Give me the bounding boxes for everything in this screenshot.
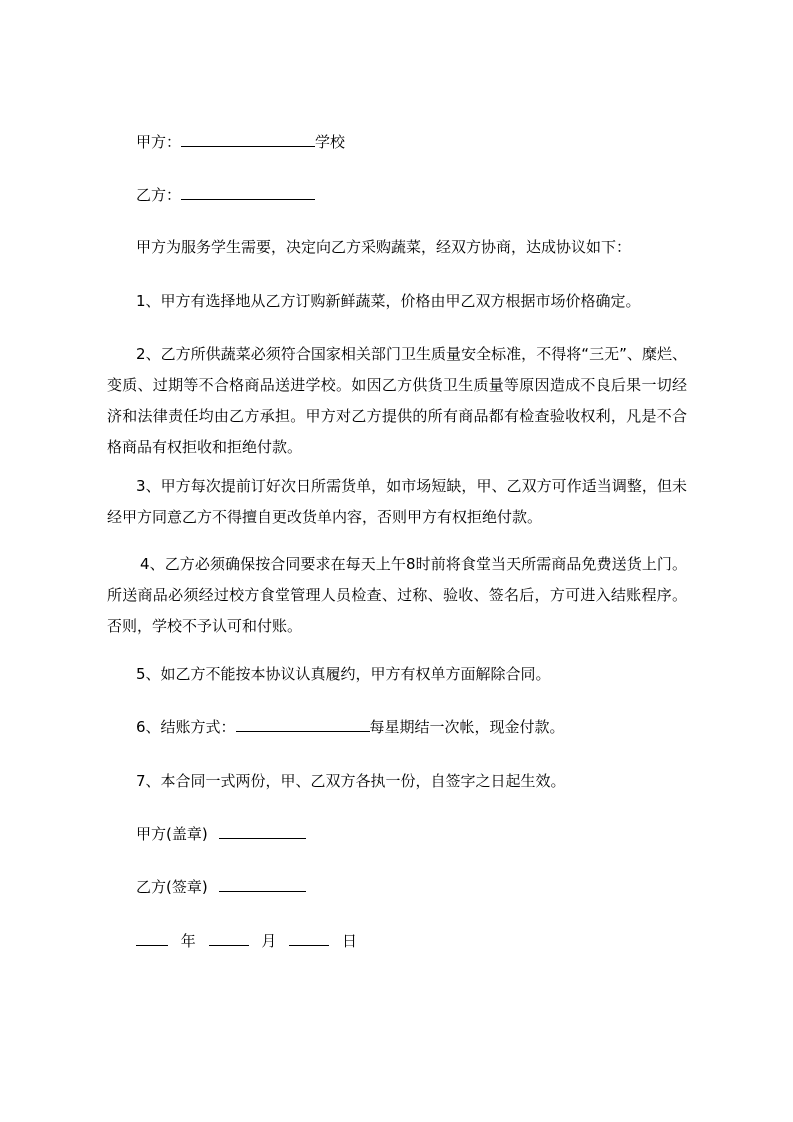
sign-b-line bbox=[136, 877, 306, 897]
party-a-line bbox=[136, 132, 345, 152]
intro-text: 甲方为服务学生需要，决定向乙方采购蔬菜，经双方协商，达成协议如下： bbox=[136, 238, 632, 256]
settlement-blank[interactable] bbox=[236, 717, 370, 732]
sign-b-blank[interactable] bbox=[219, 877, 306, 892]
clause-7: 7、本合同一式两份，甲、乙双方各执一份，自签字之日起生效。 bbox=[136, 772, 566, 790]
sign-a-line bbox=[136, 824, 306, 844]
clause-5: 5、如乙方不能按本协议认真履约，甲方有权单方面解除合同。 bbox=[136, 665, 551, 683]
sign-a-blank[interactable] bbox=[219, 824, 306, 839]
month-blank[interactable] bbox=[209, 931, 249, 946]
year-blank[interactable] bbox=[136, 931, 168, 946]
party-a-label: 甲方： bbox=[136, 133, 182, 151]
settlement-prefix: 6、结账方式： bbox=[136, 718, 236, 736]
party-b-blank[interactable] bbox=[181, 185, 315, 200]
day-blank[interactable] bbox=[289, 931, 329, 946]
month-label: 月 bbox=[261, 932, 277, 950]
clause-3: 3、甲方每次提前订好次日所需货单，如市场短缺，甲、乙双方可作适当调整，但未经甲方同意乙方不得擅自更改货单内容，否则甲方有权拒绝付款。 bbox=[107, 477, 687, 526]
clause-4: 4、乙方必须确保按合同要求在每天上午8时前将食堂当天所需商品免费送货上门。所送商品必须经过校方食堂管理人员检查、过称、验收、签名后，方可进入结账程序。否则，学校不予认可和付账。 bbox=[107, 555, 687, 635]
year-label: 年 bbox=[180, 932, 196, 950]
party-a-blank[interactable] bbox=[181, 132, 315, 147]
sign-a-label: 甲方(盖章) bbox=[136, 825, 208, 843]
party-b-label: 乙方： bbox=[136, 186, 182, 204]
clause-1: 1、甲方有选择地从乙方订购新鲜蔬菜，价格由甲乙双方根据市场价格确定。 bbox=[136, 292, 641, 310]
date-line bbox=[136, 931, 357, 951]
day-label: 日 bbox=[341, 932, 357, 950]
sign-b-label: 乙方(签章) bbox=[136, 878, 208, 896]
clause-6-line bbox=[136, 717, 565, 737]
clause-2: 2、乙方所供蔬菜必须符合国家相关部门卫生质量安全标准，不得将“三无”、糜烂、变质、过期等不合格商品送进学校。如因乙方供货卫生质量等原因造成不良后果一切经济和法律责任均由乙方承担。甲方对乙方提供的所有商品都有检查验收权利，凡是不合格商品有权拒收和拒绝付款。 bbox=[107, 345, 687, 456]
party-b-line bbox=[136, 185, 315, 205]
settlement-suffix: 每星期结一次帐，现金付款。 bbox=[369, 718, 565, 736]
party-a-suffix: 学校 bbox=[315, 133, 346, 151]
